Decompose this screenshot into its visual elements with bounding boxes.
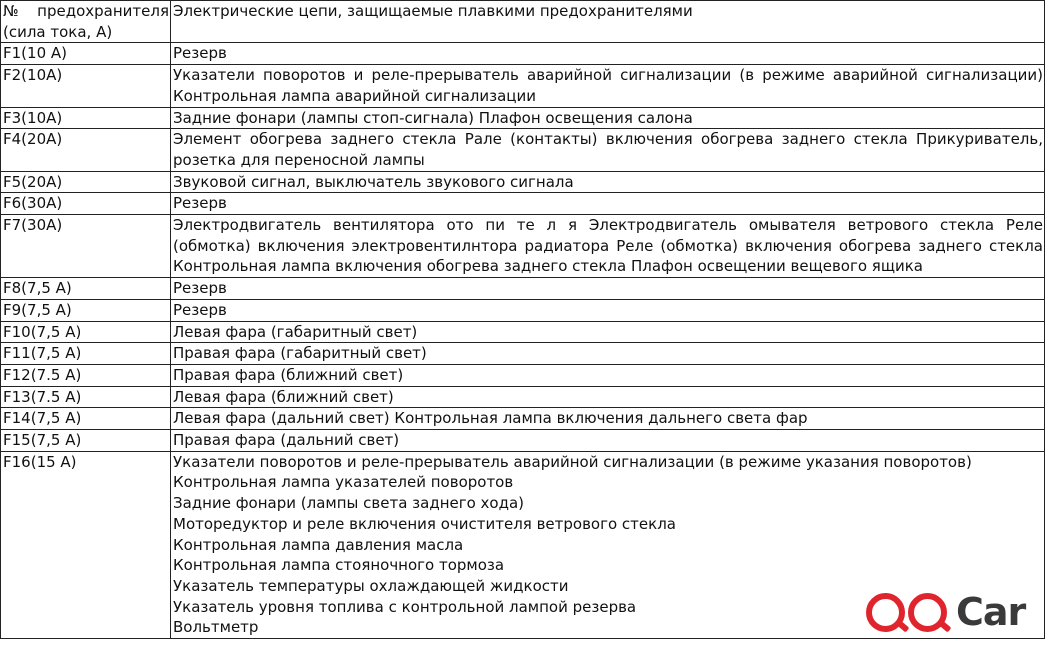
logo-q-icon <box>908 593 947 632</box>
circuit-line: Элемент обогрева заднего стекла Рале (контакты) включения обогрева заднего стекла Прикуриватель, розетка для переносной лампы <box>173 130 1043 169</box>
circuit-line: Правая фара (дальний свет) <box>173 431 400 450</box>
circuit-cell <box>171 215 1045 278</box>
table-header-row <box>1 1 1045 43</box>
circuit-cell <box>171 408 1045 430</box>
circuit-cell <box>171 171 1045 193</box>
table-row <box>1 364 1045 386</box>
circuit-cell <box>171 43 1045 65</box>
circuit-line: Резерв <box>173 194 227 213</box>
fuse-number-cell: F1(10 A) <box>1 43 171 65</box>
circuit-line: Задние фонари (лампы стоп-сигнала) Плафон освещения салона <box>173 108 693 127</box>
logo-text: Car <box>956 590 1026 634</box>
table-row <box>1 278 1045 300</box>
table-row <box>1 193 1045 215</box>
qqcar-logo <box>866 592 1025 632</box>
circuit-cell <box>171 343 1045 365</box>
circuit-line: Левая фара (габаритный свет) <box>173 322 418 341</box>
fuse-number-cell: F12(7.5 A) <box>1 364 171 386</box>
logo-q-icon <box>866 593 905 632</box>
circuit-line: Резерв <box>173 300 227 319</box>
circuit-line: Левая фара (ближний свет) <box>173 387 394 406</box>
circuit-cell <box>171 430 1045 452</box>
header-fuse-cell <box>1 1 171 43</box>
fuse-number-cell: F15(7,5 A) <box>1 430 171 452</box>
circuit-cell <box>171 278 1045 300</box>
circuit-line: Контрольная лампа стояночного тормоза <box>173 556 505 575</box>
circuit-cell <box>171 299 1045 321</box>
circuit-line: Указатели поворотов и реле-прерыватель аварийной сигнализации (в режиме указания поворотов) <box>173 452 972 471</box>
circuit-line: Электродвигатель вентилятора ото пи те л я Электродвигатель омывателя ветрового стекла Реле (обмотка) включения электровентилнтора радиатора Реле (обмотка) включения обогрева заднего стекла Контрольная лампа включения обогрева заднего стекла Плафон освещении вещевого ящика <box>173 216 1043 276</box>
fuse-number-cell: F8(7,5 A) <box>1 278 171 300</box>
circuit-line: Контрольная лампа указателей поворотов <box>173 473 514 492</box>
circuit-line: Контрольная лампа давления масла <box>173 535 464 554</box>
fuse-number-cell: F7(30A) <box>1 215 171 278</box>
fuse-number-cell: F14(7,5 A) <box>1 408 171 430</box>
fuse-number-cell: F6(30A) <box>1 193 171 215</box>
circuit-cell <box>171 321 1045 343</box>
circuit-line: Указатели поворотов и реле-прерыватель аварийной сигнализации (в режиме аварийной сигнализации) Контрольная лампа аварийной сигнализации <box>173 66 1043 105</box>
fuse-number-cell: F3(10A) <box>1 107 171 129</box>
fuse-number-cell: F13(7.5 A) <box>1 386 171 408</box>
table-row <box>1 215 1045 278</box>
circuit-line: Указатель температуры охлаждающей жидкости <box>173 576 569 595</box>
circuit-cell <box>171 129 1045 171</box>
header-circuit-cell: Электрические цепи, защищаемые плавкими предохранителями <box>171 1 1045 43</box>
fuse-number-cell: F11(7,5 A) <box>1 343 171 365</box>
table-row <box>1 65 1045 107</box>
circuit-line: Резерв <box>173 44 227 63</box>
circuit-line: Вольтметр <box>173 618 259 637</box>
circuit-cell <box>171 65 1045 107</box>
fuse-number-cell: F9(7,5 A) <box>1 299 171 321</box>
fuse-number-cell: F2(10A) <box>1 65 171 107</box>
fuse-table-body <box>1 1 1045 639</box>
table-row <box>1 43 1045 65</box>
table-row <box>1 299 1045 321</box>
table-row <box>1 171 1045 193</box>
table-row <box>1 129 1045 171</box>
circuit-cell <box>171 107 1045 129</box>
table-row <box>1 107 1045 129</box>
circuit-line: Правая фара (габаритный свет) <box>173 344 427 363</box>
circuit-line: Указатель уровня топлива с контрольной лампой резерва <box>173 597 637 616</box>
table-row <box>1 343 1045 365</box>
circuit-line: Левая фара (дальний свет) Контрольная лампа включения дальнего света фар <box>173 409 808 428</box>
circuit-line: Задние фонари (лампы света заднего хода) <box>173 494 525 513</box>
circuit-line: Моторедуктор и реле включения очистителя ветрового стекла <box>173 514 676 533</box>
circuit-cell <box>171 364 1045 386</box>
fuse-number-cell: F4(20A) <box>1 129 171 171</box>
circuit-line: Резерв <box>173 279 227 298</box>
table-row <box>1 408 1045 430</box>
header-fuse-line: № предохранителя <box>3 2 169 20</box>
table-row <box>1 386 1045 408</box>
header-fuse-line: (сила тока, А) <box>3 22 113 41</box>
fuse-number-cell: F5(20A) <box>1 171 171 193</box>
circuit-cell <box>171 193 1045 215</box>
circuit-cell <box>171 386 1045 408</box>
fuse-number-cell: F16(15 A) <box>1 451 171 638</box>
table-row <box>1 321 1045 343</box>
circuit-line: Правая фара (ближний свет) <box>173 365 404 384</box>
table-row <box>1 430 1045 452</box>
circuit-line: Звуковой сигнал, выключатель звукового сигнала <box>173 172 574 191</box>
fuse-number-cell: F10(7,5 A) <box>1 321 171 343</box>
